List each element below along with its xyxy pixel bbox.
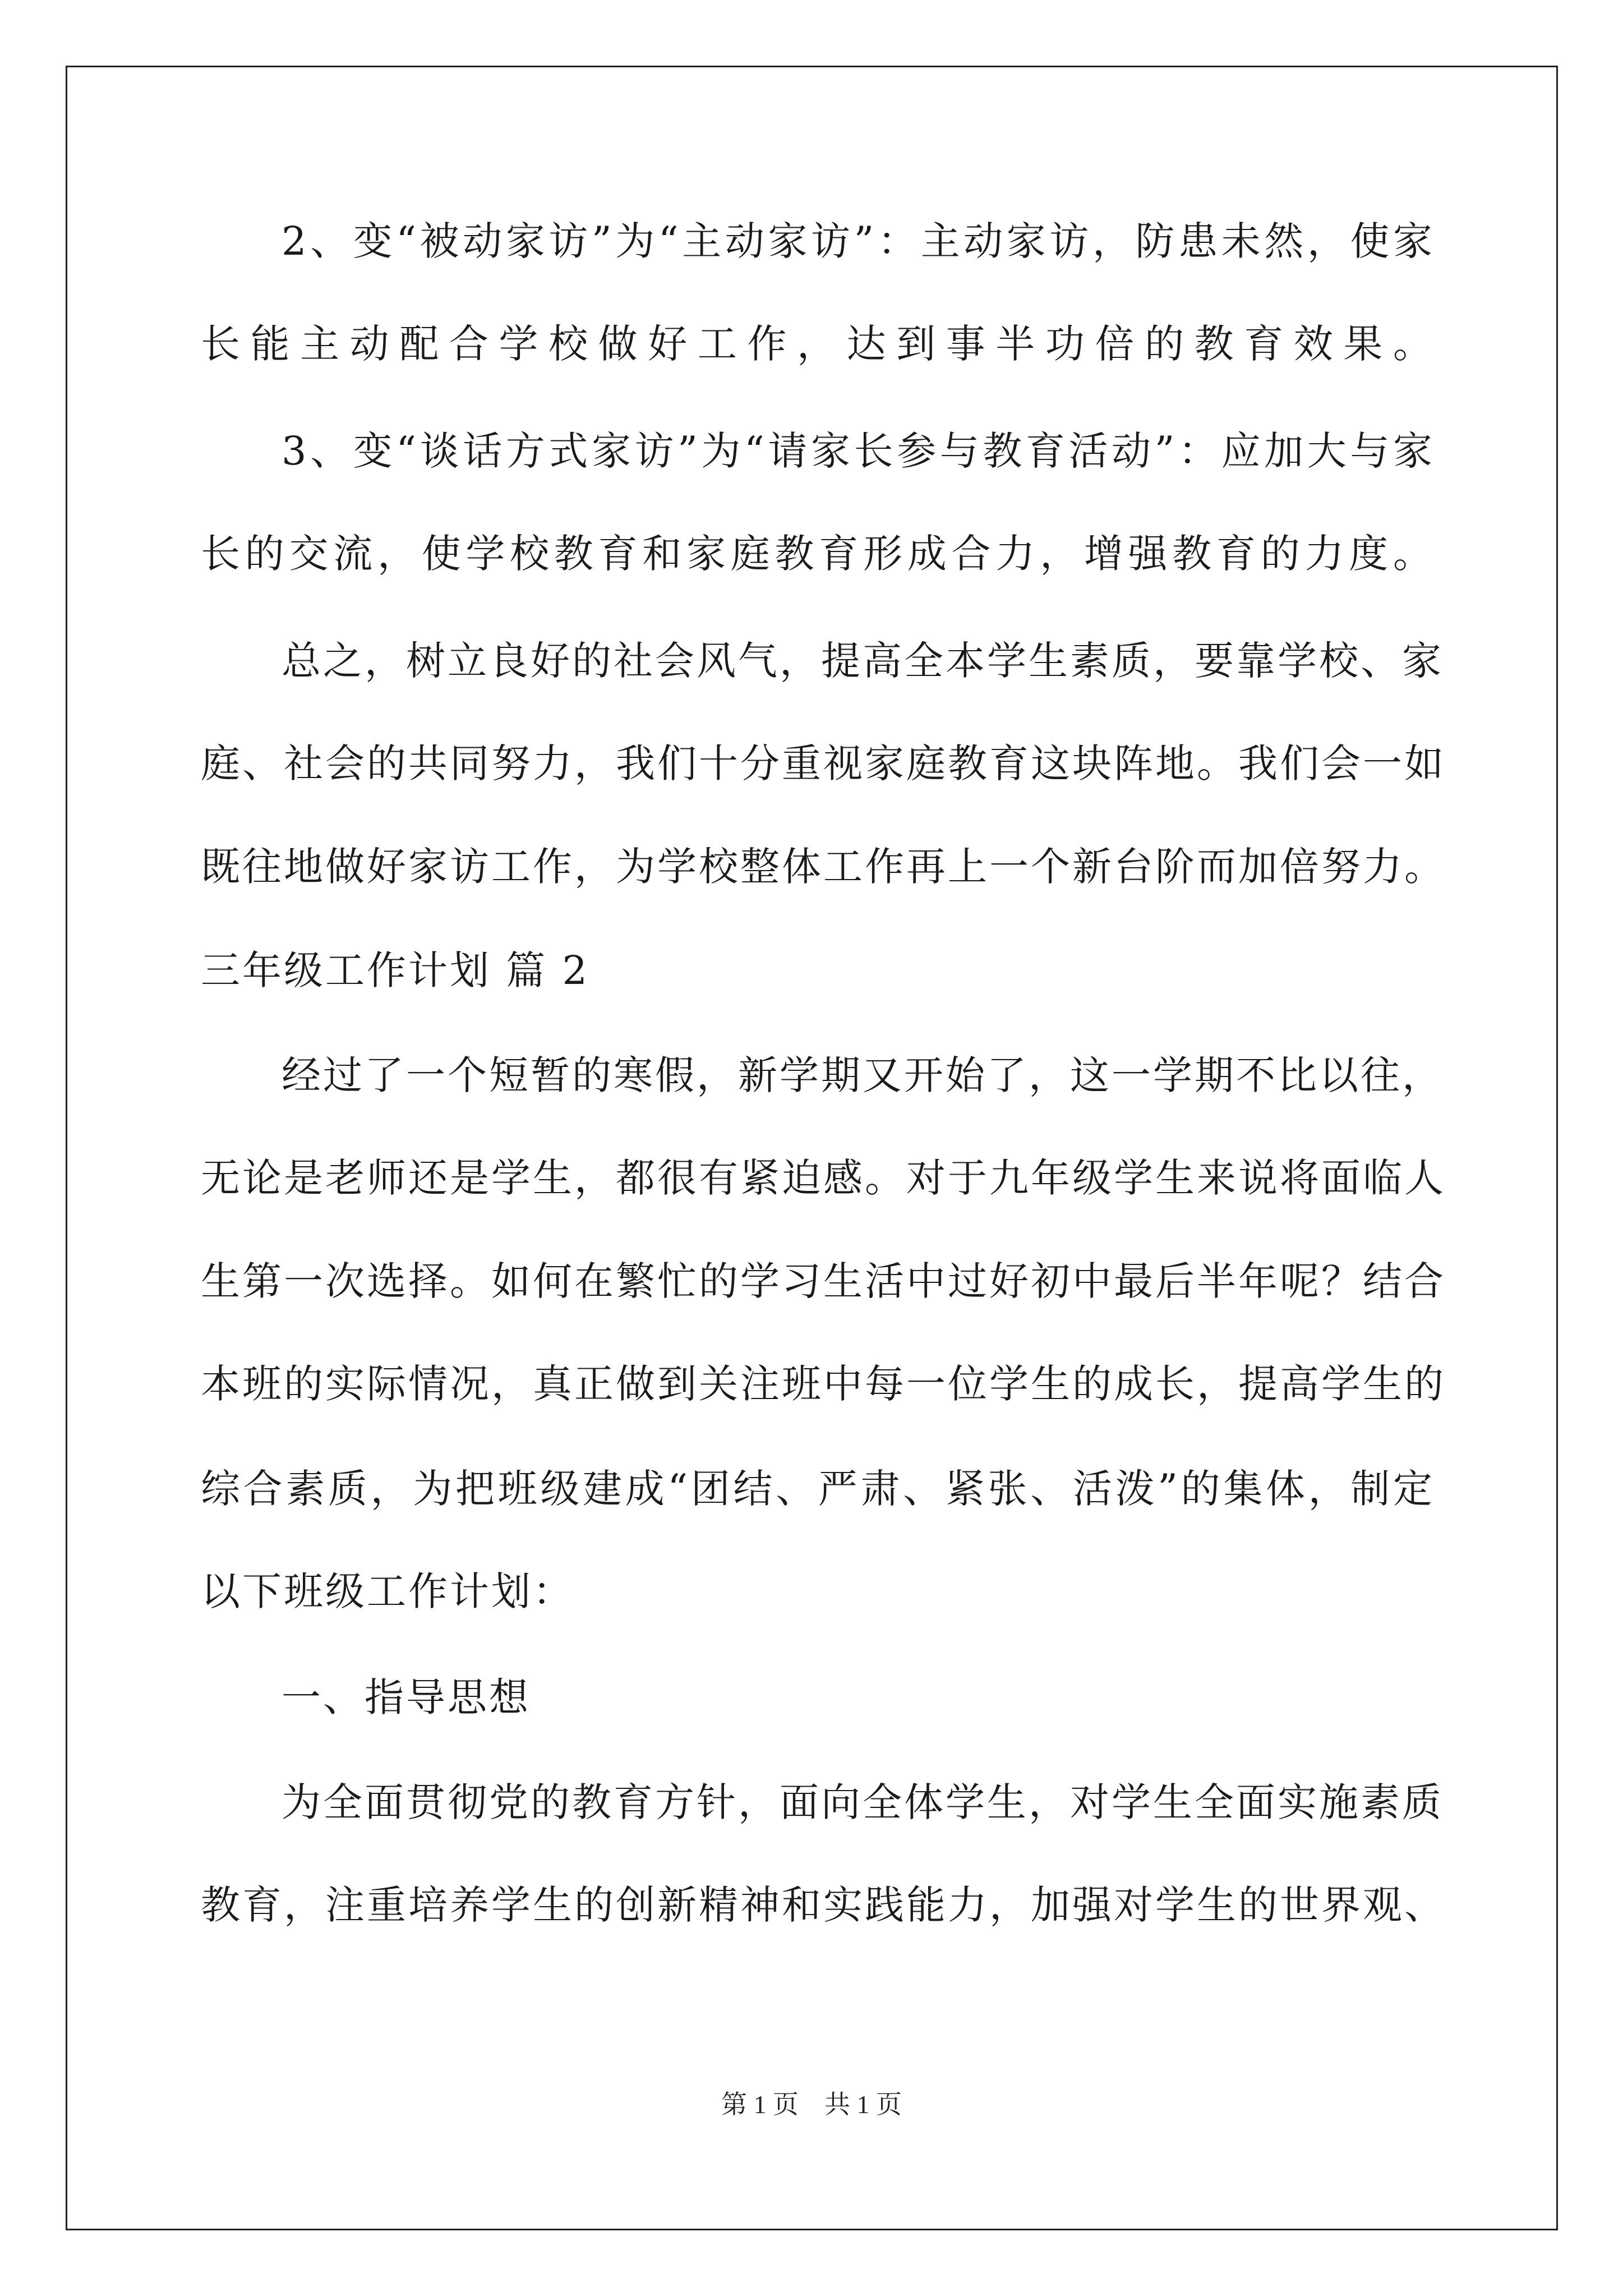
paragraph-line: 既往地做好家访工作，为学校整体工作再上一个新台阶而加倍努力。 [201,844,1446,890]
page-number-footer: 第 1 页 共 1 页 [721,2090,902,2119]
paragraph-line: 教育，注重培养学生的创新精神和实践能力，加强对学生的世界观、 [201,1882,1446,1928]
paragraph-line: 总之，树立良好的社会风气，提高全本学生素质，要靠学校、家 [282,638,1444,684]
paragraph-line: 无论是老师还是学生，都很有紧迫感。对于九年级学生来说将面临人 [201,1155,1446,1201]
paragraph-line: 长能主动配合学校做好工作，达到事半功倍的教育效果。 [201,321,1435,367]
paragraph-line: 综合素质，为把班级建成“团结、严肃、紧张、活泼”的集体，制定 [201,1466,1435,1512]
paragraph-line: 为全面贯彻党的教育方针，面向全体学生，对学生全面实施素质 [282,1779,1444,1825]
paragraph-line: 3、变“谈话方式家访”为“请家长参与教育活动”：应加大与家 [282,428,1435,474]
paragraph-line: 生第一次选择。如何在繁忙的学习生活中过好初中最后半年呢？结合 [201,1258,1446,1304]
paragraph-line: 以下班级工作计划： [201,1568,574,1614]
paragraph-line: 庭、社会的共同努力，我们十分重视家庭教育这块阵地。我们会一如 [201,740,1446,786]
paragraph-line: 长的交流，使学校教育和家庭教育形成合力，增强教育的力度。 [201,531,1435,577]
section-heading: 三年级工作计划 篇 2 [201,947,590,993]
paragraph-line: 2、变“被动家访”为“主动家访”：主动家访，防患未然，使家 [282,218,1435,264]
paragraph-line: 本班的实际情况，真正做到关注班中每一位学生的成长，提高学生的 [201,1361,1446,1407]
subheading: 一、指导思想 [282,1674,531,1720]
paragraph-line: 经过了一个短暂的寒假，新学期又开始了，这一学期不比以往， [282,1052,1444,1098]
